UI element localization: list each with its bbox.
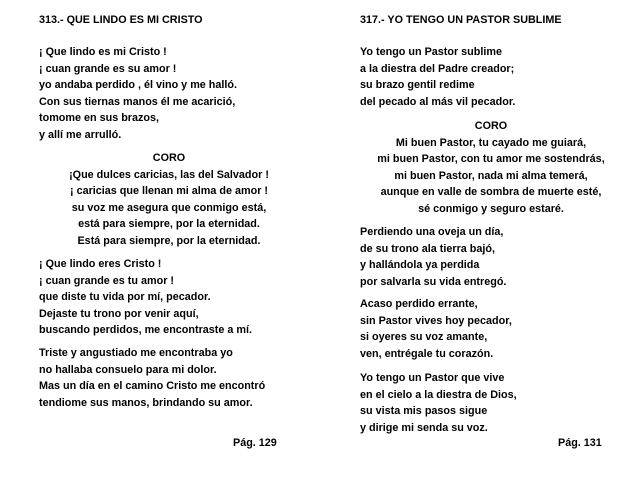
verse-line: su vista mis pasos sigue bbox=[360, 405, 488, 418]
verse-line: Triste y angustiado me encontraba yo bbox=[39, 347, 233, 359]
hymn-313-chorus bbox=[39, 150, 299, 250]
verse-line: en el cielo a la diestra de Dios, bbox=[360, 388, 517, 401]
chorus-line: está para siempre, por la eternidad. bbox=[78, 218, 260, 231]
chorus-line: mi buen Pastor, con tu amor me sostendrás, bbox=[377, 153, 605, 166]
verse-line: que diste tu vida por mí, pecador. bbox=[39, 291, 211, 304]
verse-line: Dejaste tu trono por venir aquí, bbox=[39, 307, 199, 320]
chorus-line: mi buen Pastor, nada mi alma temerá, bbox=[394, 169, 588, 182]
chorus-line: aunque en valle de sombra de muerte esté, bbox=[380, 186, 602, 199]
verse-line: ¡ Que lindo eres Cristo ! bbox=[39, 258, 162, 270]
chorus-line: Está para siempre, por la eternidad. bbox=[77, 234, 261, 247]
verse-line: y hallándola ya perdida bbox=[360, 259, 480, 272]
verse-line: del pecado al más vil pecador. bbox=[360, 95, 516, 108]
hymn-313-stanza-3 bbox=[39, 345, 299, 411]
chorus-label: CORO bbox=[152, 152, 186, 164]
chorus-line: sé conmigo y seguro estaré. bbox=[418, 202, 564, 215]
chorus-line: su voz me asegura que conmigo está, bbox=[71, 201, 267, 214]
hymn-317-stanza-2 bbox=[360, 224, 622, 290]
verse-line: si oyeres su voz amante, bbox=[360, 331, 488, 344]
verse-line: Con sus tiernas manos él me acarició, bbox=[39, 95, 236, 108]
verse-line: y dirige mi senda su voz. bbox=[360, 421, 488, 434]
verse-line: su brazo gentil redime bbox=[360, 79, 475, 92]
verse-line: a la diestra del Padre creador; bbox=[360, 62, 515, 75]
verse-line: tomome en sus brazos, bbox=[39, 112, 159, 125]
page-number: Pág. 129 bbox=[233, 437, 277, 449]
hymn-313-stanza-2 bbox=[39, 256, 299, 339]
hymn-313-title: 313.- QUE LINDO ES MI CRISTO bbox=[39, 14, 203, 26]
verse-line: ¡ Que lindo es mi Cristo ! bbox=[39, 46, 167, 58]
hymn-317-stanza-1 bbox=[360, 44, 622, 110]
hymn-313-stanza-1 bbox=[39, 44, 299, 144]
hymn-317-chorus bbox=[360, 118, 622, 218]
verse-line: ¡ cuan grande es su amor ! bbox=[39, 62, 177, 75]
chorus-line: ¡ caricias que llenan mi alma de amor ! bbox=[69, 185, 269, 198]
verse-line: Yo tengo un Pastor que vive bbox=[360, 372, 505, 384]
hymn-317-stanza-4 bbox=[360, 370, 622, 436]
verse-line: Mas un día en el camino Cristo me encontró bbox=[39, 380, 266, 393]
verse-line: ¡ cuan grande es tu amor ! bbox=[39, 274, 174, 287]
chorus-line: ¡Que dulces caricias, las del Salvador ! bbox=[69, 168, 269, 181]
verse-line: y allí me arrulló. bbox=[39, 128, 122, 141]
hymn-317-stanza-3 bbox=[360, 296, 622, 362]
verse-line: Yo tengo un Pastor sublime bbox=[360, 46, 502, 58]
chorus-line: Mi buen Pastor, tu cayado me guiará, bbox=[395, 136, 587, 149]
chorus-label: CORO bbox=[474, 120, 508, 132]
verse-line: tendiome sus manos, brindando su amor. bbox=[39, 396, 253, 409]
verse-line: sin Pastor vives hoy pecador, bbox=[360, 314, 512, 327]
verse-line: Perdiendo una oveja un día, bbox=[360, 226, 504, 238]
hymn-317-title: 317.- YO TENGO UN PASTOR SUBLIME bbox=[360, 14, 562, 26]
verse-line: ven, entrégale tu corazón. bbox=[360, 347, 494, 360]
verse-line: de su trono ala tierra bajó, bbox=[360, 242, 495, 255]
verse-line: por salvarla su vida entregó. bbox=[360, 275, 507, 288]
verse-line: no hallaba consuelo para mi dolor. bbox=[39, 363, 217, 376]
verse-line: buscando perdidos, me encontraste a mí. bbox=[39, 324, 252, 337]
verse-line: yo andaba perdido , él vino y me halló. bbox=[39, 79, 237, 92]
verse-line: Acaso perdido errante, bbox=[360, 298, 478, 310]
page-number: Pág. 131 bbox=[558, 437, 602, 449]
